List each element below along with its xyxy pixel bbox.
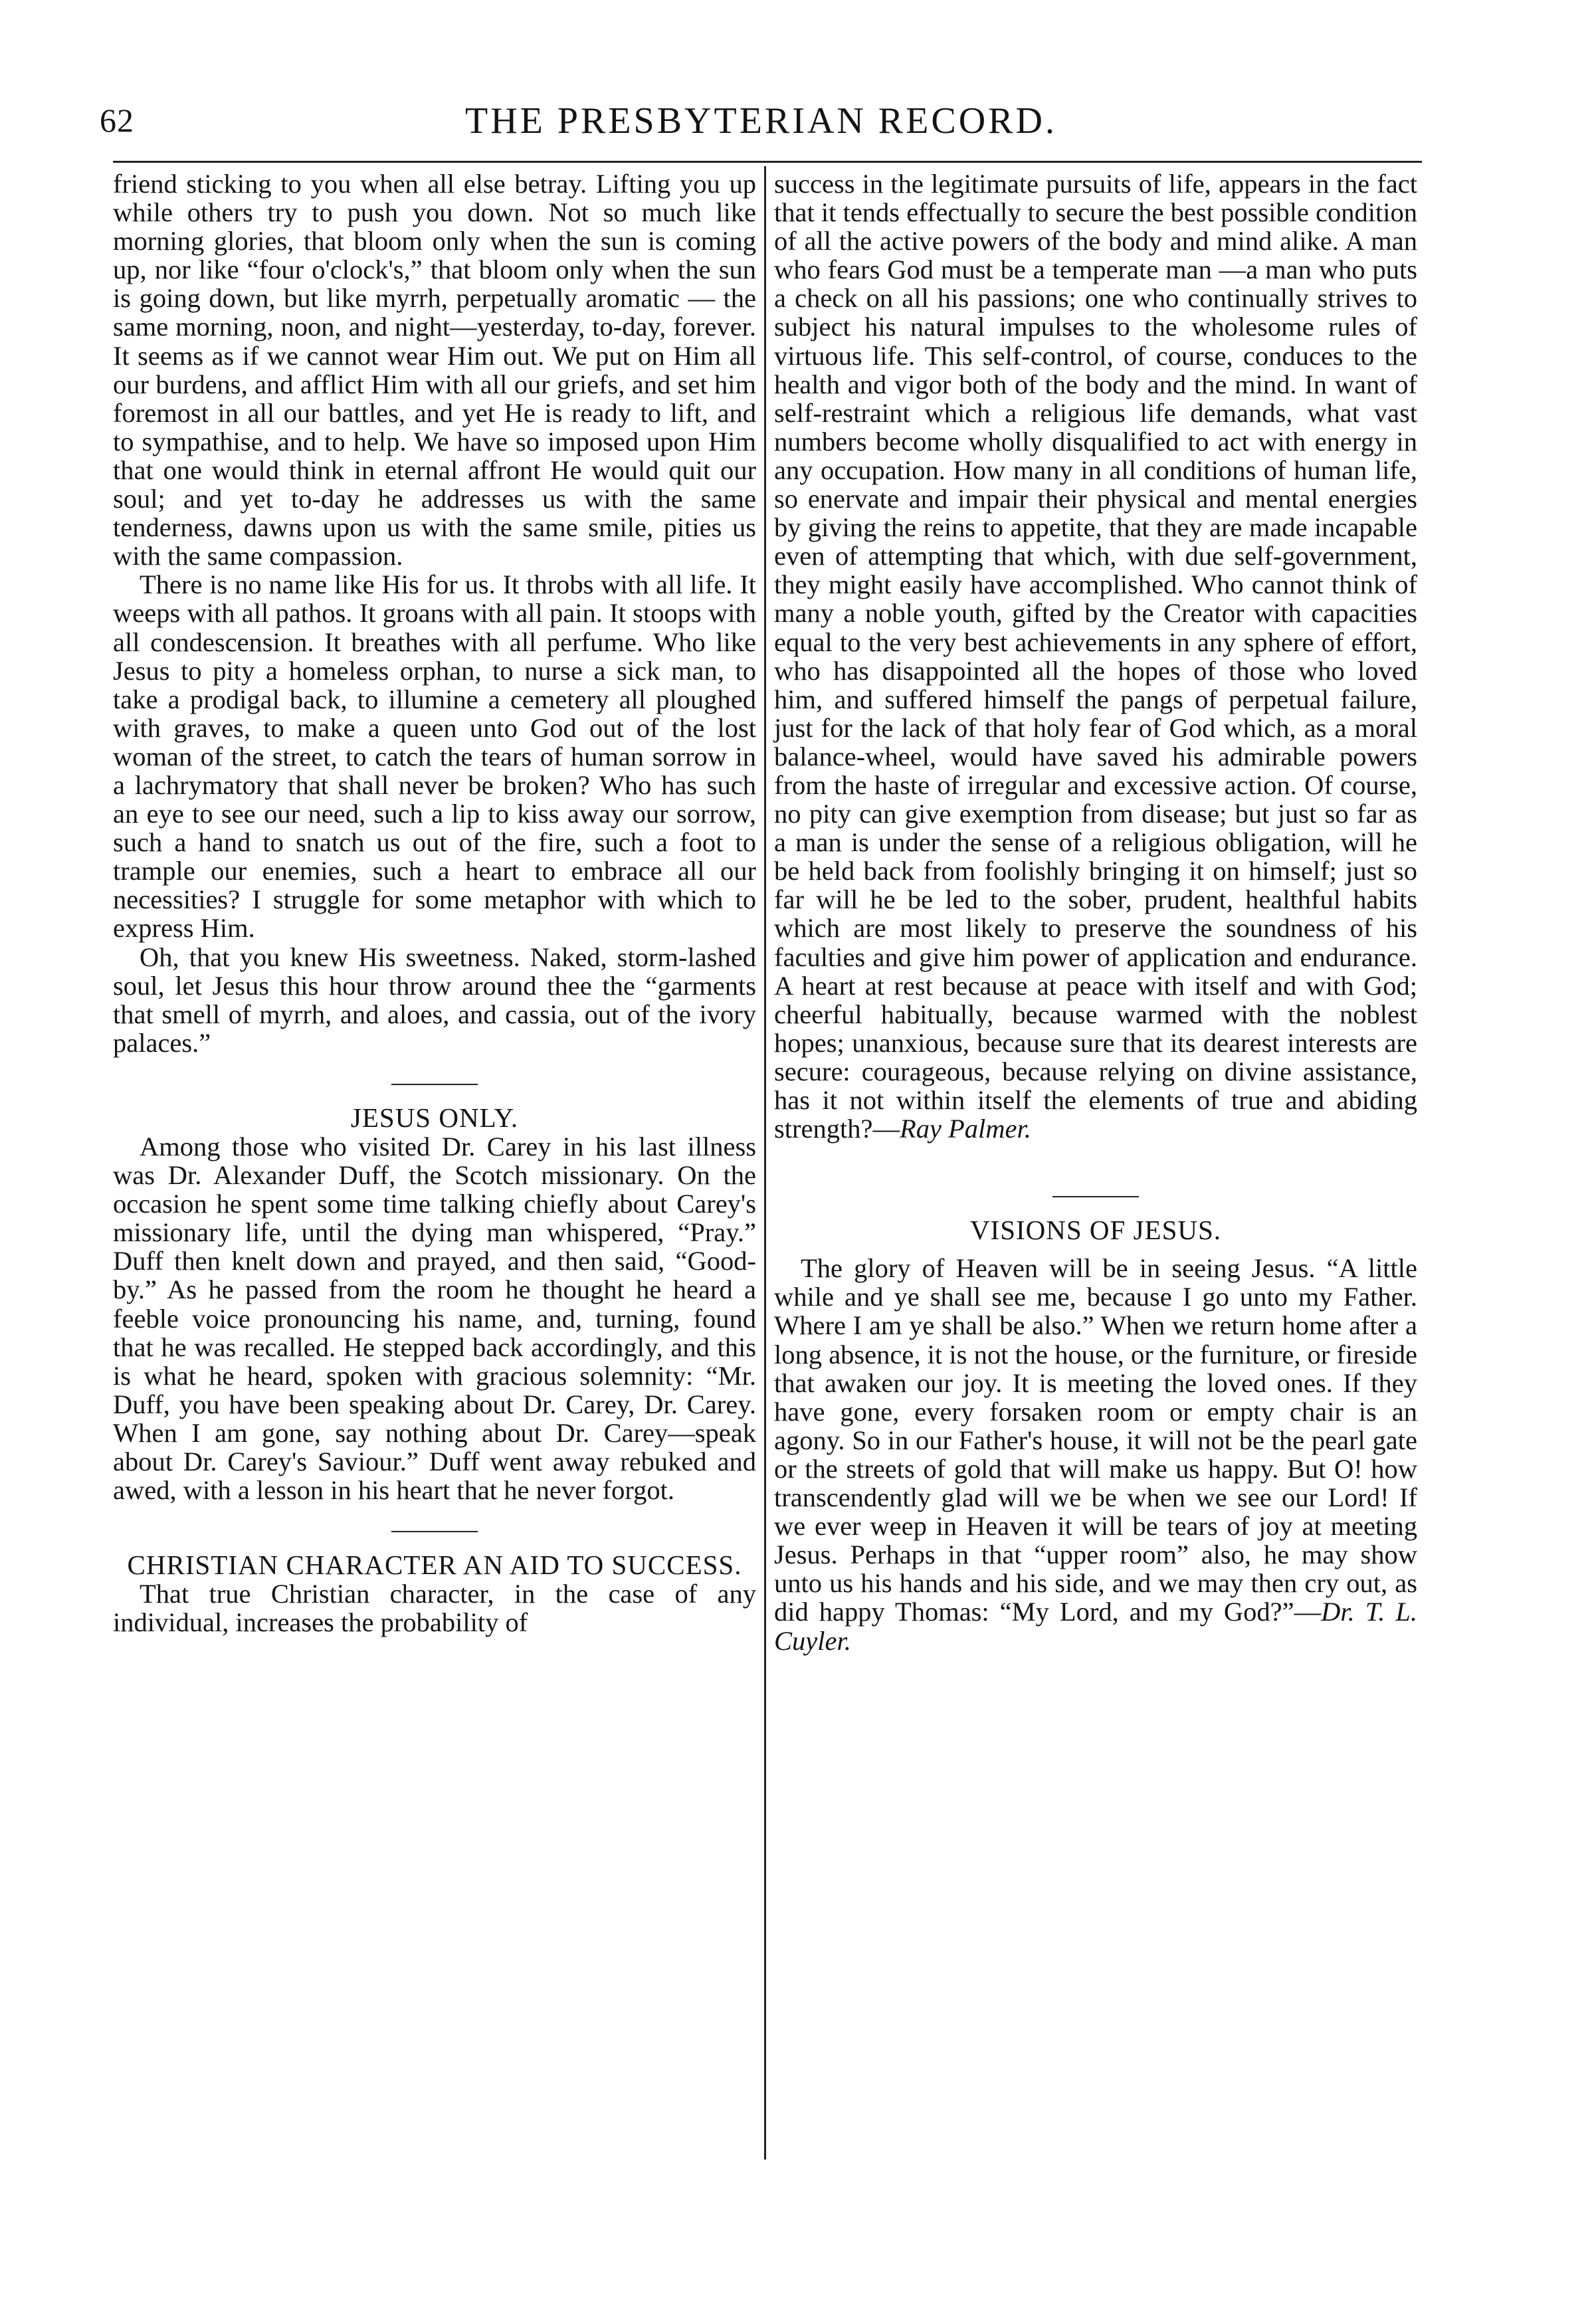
article-paragraph: That true Christian character, in the case of any individual, increases the probability of	[113, 1579, 756, 1638]
article-paragraph	[774, 169, 1417, 1143]
article-paragraph	[774, 1254, 1417, 1655]
left-column	[113, 169, 756, 1637]
section-divider	[391, 1084, 478, 1085]
article-paragraph: Oh, that you knew His sweetness. Naked, storm-lashed soul, let Jesus this hour throw around thee the “garments that smell of myrrh, and aloes, and cassia, out of the ivory palaces.”	[113, 942, 756, 1058]
page-header-title: THE PRESBYTERIAN RECORD.	[465, 100, 1057, 142]
section-heading-jesus-only: JESUS ONLY.	[350, 1102, 519, 1133]
section-divider	[391, 1531, 478, 1532]
section-divider	[1052, 1196, 1139, 1197]
article-paragraph: Among those who visited Dr. Carey in his last illness was Dr. Alexander Duff, the Scotch missionary. On the occasion he spent some time talking chiefly about Carey's missionary life, until the dying man whispered, “Pray.” Duff then knelt down and prayed, and then said, “Good-by.” As he passed from the room he thought he heard a feeble voice pronouncing his name, and, turning, found that he was recalled. He stepped back accordingly, and this is what he heard, spoken with gracious solemnity: “Mr. Duff, you have been speaking about Dr. Carey, Dr. Carey. When I am gone, say nothing about Dr. Carey—speak about Dr. Carey's Saviour.” Duff went away rebuked and awed, with a lesson in his heart that he never forgot.	[113, 1132, 756, 1506]
right-column	[774, 169, 1417, 1655]
header-rule	[113, 161, 1422, 163]
paragraph-text: The glory of Heaven will be in seeing Jesus. “A little while and ye shall see me, because I go unto my Father. Where I am ye shall be also.” When we return home after a long absence, it is not the house, or the furniture, or fireside that awaken our joy. It is meeting the loved ones. If they have gone, every forsaken room or empty chair is an agony. So in our Father's house, it will not be the pearl gate or the streets of gold that will make us happy. But O! how transcendently glad will we be when we see our Lord! If we ever weep in Heaven it will be tears of joy at meeting Jesus. Perhaps in that “upper room” also, he may show unto us his hands and his side, and we may then cry out, as did happy Thomas: “My Lord, and my God?”—	[774, 1253, 1417, 1627]
section-heading-visions-of-jesus: VISIONS OF JESUS.	[969, 1215, 1222, 1246]
author-attribution: Ray Palmer.	[899, 1114, 1031, 1144]
article-paragraph: There is no name like His for us. It throbs with all life. It weeps with all pathos. It groans with all pain. It stoops with all condescension. It breathes with all perfume. Who like Jesus to pity a homeless orphan, to nurse a sick man, to take a prodigal back, to illumine a cemetery all ploughed with graves, to make a queen unto God out of the lost woman of the street, to catch the tears of human sorrow in a lachrymatory that shall never be broken? Who has such an eye to see our need, such a lip to kiss away our sorrow, such a hand to snatch us out of the fire, such a foot to trample our enemies, such a heart to embrace all our necessities? I struggle for some metaphor with which to express Him.	[113, 569, 756, 944]
paragraph-text: success in the legitimate pursuits of life, appears in the fact that it tends effectually to secure the best possible condition of all the active powers of the body and mind alike. A man who fears God must be a temperate man —a man who puts a check on all his passions; one who continually strives to subject his natural impulses to the wholesome rules of virtuous life. This self-control, of course, conduces to the health and vigor both of the body and the mind. In want of self-restraint which a religious life demands, what vast numbers become wholly disqualified to act with energy in any occupation. How many in all conditions of human life, so enervate and impair their physical and mental energies by giving the reins to appetite, that they are made incapable even of attempting that which, with due self-government, they might easily have accomplished. Who cannot think of many a noble youth, gifted by the Creator with capacities equal to the very best achievements in any sphere of effort, who has disappointed all the hopes of those who loved him, and suffered himself the pangs of perpetual failure, just for the lack of that holy fear of God which, as a moral balance-wheel, would have saved his admirable powers from the haste of irregular and excessive action. Of course, no pity can give exemption from disease; but just so far as a man is under the sense of a religious obligation, will he be held back from foolishly bringing it on himself; just so far will he be led to the sober, prudent, healthful habits which are most likely to preserve the soundness of his faculties and give him power of application and endurance. A heart at rest because at peace with itself and with God; cheerful habitually, because warmed with the noblest hopes; unanxious, because sure that its dearest interests are secure: courageous, because relying on divine assistance, has it not within itself the elements of true and abiding strength?—	[774, 169, 1417, 1144]
column-divider	[764, 166, 766, 2160]
page-number: 62	[100, 102, 134, 139]
author-attribution: Dr. T. L. Cuyler.	[774, 1597, 1418, 1656]
section-heading-christian-character: CHRISTIAN CHARACTER AN AID TO SUCCESS.	[127, 1550, 742, 1581]
article-paragraph: friend sticking to you when all else betray. Lifting you up while others try to push you down. Not so much like morning glories, that bloom only when the sun is coming up, nor like “four o'clock's,” that bloom only when the sun is going down, but like myrrh, perpetually aromatic — the same morning, noon, and night—yesterday, to-day, forever. It seems as if we cannot wear Him out. We put on Him all our burdens, and afflict Him with all our griefs, and set him foremost in all our battles, and yet He is ready to lift, and to sympathise, and to help. We have so imposed upon Him that one would think in eternal affront He would quit our soul; and yet to-day he addresses us with the same tenderness, dawns upon us with the same smile, pities us with the same compassion.	[113, 169, 756, 571]
